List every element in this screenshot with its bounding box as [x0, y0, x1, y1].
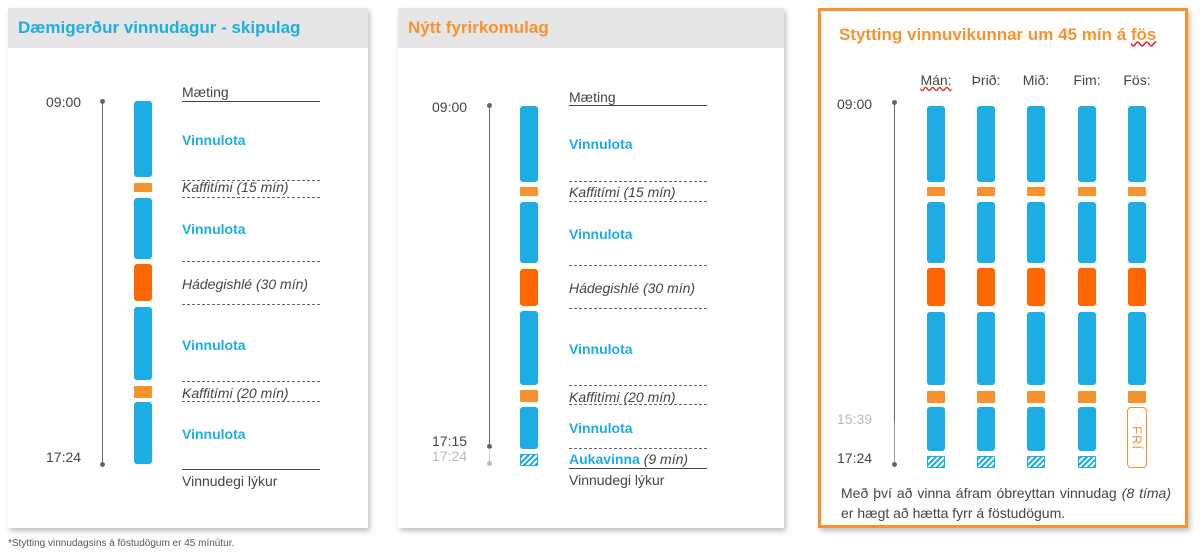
divider [182, 197, 320, 198]
divider [569, 404, 707, 405]
label-work: Vinnulota [182, 337, 246, 353]
label-work: Vinnulota [569, 341, 633, 357]
end-time: 17:15 [432, 433, 468, 449]
work-block [1027, 312, 1045, 385]
divider [182, 304, 320, 305]
work-block [1128, 106, 1146, 182]
work-block [927, 407, 945, 451]
work-block [1128, 312, 1146, 385]
end-time: 17:24 [837, 450, 873, 466]
work-block [1078, 202, 1096, 263]
work-block [927, 202, 945, 263]
day-label-thursday: Fim: [1073, 72, 1101, 88]
work-block [520, 407, 538, 449]
extra-work-block [1078, 456, 1096, 468]
friday-off-label: FRÍ [1129, 425, 1145, 450]
lunch-break-block [977, 268, 995, 306]
divider [182, 381, 320, 382]
label-coffee-break: Kaffitími (15 mín) [182, 179, 289, 195]
note-part-2: er hægt að hætta fyrr á föstudögum. [841, 505, 1066, 521]
label-work: Vinnulota [569, 136, 633, 152]
work-block [977, 202, 995, 263]
label-work: Vinnulota [569, 420, 633, 436]
time-axis-dotted [894, 422, 895, 464]
divider [569, 181, 707, 182]
panel-title [839, 25, 1156, 45]
axis-end-dot [100, 462, 105, 467]
coffee-break-block [520, 187, 538, 196]
label-arrival: Mæting [182, 84, 229, 100]
work-block [134, 402, 152, 464]
footnote: *Stytting vinnudagsins á föstudögum er 45 mínútur. [8, 538, 235, 549]
coffee-break-block [134, 183, 152, 192]
lunch-break-block [520, 269, 538, 306]
coffee-break-block [520, 390, 538, 402]
label-work: Vinnulota [182, 132, 246, 148]
extra-work-block [927, 456, 945, 468]
time-axis-extension [489, 448, 490, 462]
friday-off-box [1127, 407, 1147, 468]
coffee-break-block [927, 187, 945, 196]
work-block [134, 198, 152, 259]
time-axis [102, 101, 103, 464]
lunch-break-block [1027, 268, 1045, 306]
divider [182, 469, 320, 470]
divider [569, 468, 707, 469]
coffee-break-block [1027, 187, 1045, 196]
lunch-break-block [134, 264, 152, 301]
extra-work-block [520, 454, 538, 466]
panel-shortened-week [818, 8, 1188, 528]
label-work: Vinnulota [182, 221, 246, 237]
panel-typical-workday [8, 8, 368, 528]
time-axis [489, 105, 490, 446]
work-block [134, 101, 152, 177]
label-work: Vinnulota [569, 226, 633, 242]
work-block [977, 312, 995, 385]
day-label-monday: Mán: [920, 72, 952, 88]
day-label-wednesday: Mið: [1022, 72, 1050, 88]
panel-new-arrangement [398, 8, 784, 528]
extra-work-detail: (9 mín) [643, 451, 689, 467]
work-block [1027, 202, 1045, 263]
friday-end-time: 15:39 [837, 411, 873, 427]
axis-end-dot [892, 462, 897, 467]
work-block [927, 312, 945, 385]
divider [569, 385, 707, 386]
label-work: Vinnulota [182, 426, 246, 442]
panel-title: Dæmigerður vinnudagur - skipulag [8, 8, 368, 48]
divider [569, 308, 707, 309]
start-time: 09:00 [432, 99, 468, 115]
note-part-1: Með því að vinna áfram óbreyttan vinnudag [841, 485, 1122, 501]
work-block [520, 106, 538, 182]
panel-title-friday: fös [1130, 25, 1157, 44]
lunch-break-block [1078, 268, 1096, 306]
work-block [1078, 312, 1096, 385]
lunch-break-block [927, 268, 945, 306]
coffee-break-block [977, 187, 995, 196]
start-time: 09:00 [46, 94, 82, 110]
explanation-note [841, 483, 1171, 523]
extra-work-block [1027, 456, 1045, 468]
coffee-break-block [1027, 391, 1045, 403]
label-extra-work [569, 451, 688, 467]
work-block [520, 311, 538, 385]
old-end-time: 17:24 [432, 448, 468, 464]
divider [182, 101, 320, 102]
label-coffee-break: Kaffitími (20 mín) [569, 389, 676, 405]
coffee-break-block [1078, 391, 1096, 403]
day-label-friday: Fös: [1123, 72, 1151, 88]
axis-old-end-dot [487, 461, 492, 466]
day-label-tuesday: Þrið: [971, 72, 1001, 88]
label-coffee-break: Kaffitími (20 mín) [182, 385, 289, 401]
coffee-break-block [977, 391, 995, 403]
extra-work-title: Aukavinna [569, 451, 640, 467]
work-block [1078, 407, 1096, 451]
work-block [1078, 106, 1096, 182]
divider [182, 261, 320, 262]
coffee-break-block [1128, 391, 1146, 403]
work-block [977, 106, 995, 182]
label-arrival: Mæting [569, 89, 616, 105]
work-block [977, 407, 995, 451]
work-block [134, 307, 152, 380]
end-time: 17:24 [46, 449, 82, 465]
label-workday-end: Vinnudegi lýkur [569, 472, 665, 488]
extra-work-block [977, 456, 995, 468]
coffee-break-block [1128, 187, 1146, 196]
divider [182, 401, 320, 402]
divider [569, 448, 707, 449]
label-coffee-break: Kaffitími (15 mín) [569, 184, 676, 200]
divider [569, 105, 707, 106]
time-axis [894, 102, 895, 422]
divider [569, 265, 707, 266]
coffee-break-block [1078, 187, 1096, 196]
label-workday-end: Vinnudegi lýkur [182, 473, 278, 489]
label-lunch-break: Hádegishlé (30 mín) [569, 280, 696, 296]
panel-title-main: Stytting vinnuvikunnar um 45 mín á [839, 25, 1131, 44]
panel-title: Nýtt fyrirkomulag [398, 8, 784, 48]
lunch-break-block [1128, 268, 1146, 306]
coffee-break-block [134, 386, 152, 398]
work-block [1027, 106, 1045, 182]
work-block [1128, 202, 1146, 263]
divider [569, 201, 707, 202]
note-italic: (8 tíma) [1121, 485, 1171, 501]
work-block [1027, 407, 1045, 451]
work-block [927, 106, 945, 182]
start-time: 09:00 [837, 96, 873, 112]
work-block [520, 202, 538, 263]
coffee-break-block [927, 391, 945, 403]
label-lunch-break: Hádegishlé (30 mín) [182, 276, 309, 292]
